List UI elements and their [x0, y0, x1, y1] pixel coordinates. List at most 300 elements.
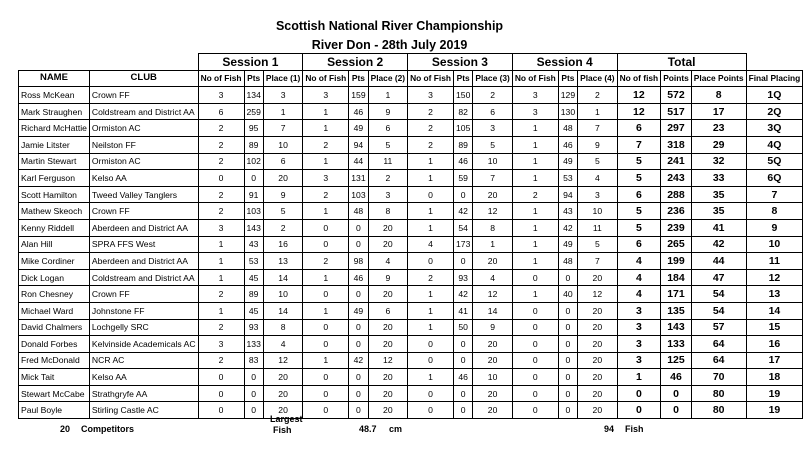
cell-place-points: 41	[691, 219, 746, 236]
cell-s3-place: 20	[473, 385, 512, 402]
cell-place-points: 42	[691, 236, 746, 253]
cell-place-points: 54	[691, 286, 746, 303]
cell-s1-place: 12	[263, 352, 302, 369]
cell-s4-fish: 0	[512, 402, 558, 419]
cell-s1-place: 7	[263, 120, 302, 137]
cell-s2-pts: 42	[349, 352, 368, 369]
cell-name: Kenny Riddell	[19, 219, 90, 236]
cell-s4-place: 20	[578, 319, 617, 336]
cell-total-fish: 3	[617, 302, 661, 319]
largest-fish-label-2: Fish	[273, 425, 292, 435]
cell-s3-fish: 0	[408, 352, 454, 369]
cell-s1-pts: 143	[244, 219, 263, 236]
cell-s3-fish: 1	[408, 219, 454, 236]
cell-club: Strathgryfe AA	[89, 385, 198, 402]
cell-place-points: 80	[691, 402, 746, 419]
cell-final-placing: 10	[746, 236, 803, 253]
cell-s2-place: 20	[368, 236, 407, 253]
cell-total-fish: 4	[617, 269, 661, 286]
cell-name: Mike Cordiner	[19, 253, 90, 270]
cell-s2-fish: 1	[303, 203, 349, 220]
cell-s3-place: 20	[473, 352, 512, 369]
cell-s4-fish: 1	[512, 219, 558, 236]
cell-club: Ormiston AC	[89, 120, 198, 137]
cell-s2-place: 20	[368, 336, 407, 353]
cell-s2-pts: 49	[349, 120, 368, 137]
table-row	[19, 385, 803, 402]
cell-total-points: 125	[661, 352, 692, 369]
cell-final-placing: 15	[746, 319, 803, 336]
cell-s3-place: 4	[473, 269, 512, 286]
cell-s4-place: 20	[578, 369, 617, 386]
cell-s2-pts: 131	[349, 170, 368, 187]
cell-place-points: 47	[691, 269, 746, 286]
cell-name: Mark Straughen	[19, 103, 90, 120]
cell-final-placing: 8	[746, 203, 803, 220]
col-final-placing: Final Placing	[746, 70, 803, 87]
table-row	[19, 203, 803, 220]
cell-s4-place: 20	[578, 385, 617, 402]
cell-s2-pts: 46	[349, 103, 368, 120]
cell-s1-place: 10	[263, 286, 302, 303]
cell-s4-pts: 0	[558, 369, 577, 386]
cell-final-placing: 19	[746, 402, 803, 419]
cell-s3-place: 7	[473, 170, 512, 187]
cell-s1-fish: 1	[198, 302, 244, 319]
cell-s2-fish: 1	[303, 352, 349, 369]
cell-s3-place: 14	[473, 302, 512, 319]
fish-count: 94	[604, 424, 615, 434]
cell-name: Fred McDonald	[19, 352, 90, 369]
cell-s3-pts: 105	[454, 120, 473, 137]
cell-total-points: 297	[661, 120, 692, 137]
cell-s1-pts: 0	[244, 170, 263, 187]
cell-s2-pts: 49	[349, 302, 368, 319]
cell-s4-fish: 3	[512, 103, 558, 120]
cell-total-points: 135	[661, 302, 692, 319]
cell-s1-pts: 0	[244, 369, 263, 386]
cell-s4-pts: 0	[558, 402, 577, 419]
cell-place-points: 32	[691, 153, 746, 170]
cell-s1-fish: 3	[198, 87, 244, 104]
cell-s4-fish: 0	[512, 352, 558, 369]
cell-s2-place: 20	[368, 385, 407, 402]
cell-final-placing: 14	[746, 302, 803, 319]
table-row	[19, 269, 803, 286]
cell-name: Mick Tait	[19, 369, 90, 386]
cell-s1-place: 3	[263, 87, 302, 104]
cell-s1-pts: 102	[244, 153, 263, 170]
cell-total-fish: 4	[617, 253, 661, 270]
col-s1-place: Place (1)	[263, 70, 302, 87]
cell-total-fish: 3	[617, 319, 661, 336]
cell-club: Neilston FF	[89, 136, 198, 153]
cell-total-points: 0	[661, 402, 692, 419]
cell-total-fish: 12	[617, 87, 661, 104]
cell-s3-place: 9	[473, 319, 512, 336]
cell-s1-place: 6	[263, 153, 302, 170]
cell-total-points: 184	[661, 269, 692, 286]
cell-name: Jamie Litster	[19, 136, 90, 153]
cell-club: Lochgelly SRC	[89, 319, 198, 336]
col-total-points: Points	[661, 70, 692, 87]
cell-s4-fish: 1	[512, 120, 558, 137]
cell-s1-fish: 2	[198, 153, 244, 170]
cell-club: Coldstream and District AA	[89, 269, 198, 286]
cell-s4-fish: 0	[512, 385, 558, 402]
cell-s1-pts: 45	[244, 269, 263, 286]
results-table	[18, 53, 803, 419]
cell-s3-fish: 2	[408, 269, 454, 286]
cell-s1-fish: 2	[198, 203, 244, 220]
col-s1-pts: Pts	[244, 70, 263, 87]
cell-s4-pts: 0	[558, 302, 577, 319]
cell-s3-place: 12	[473, 203, 512, 220]
cell-s3-fish: 1	[408, 170, 454, 187]
cell-s1-fish: 1	[198, 269, 244, 286]
cell-name: Martin Stewart	[19, 153, 90, 170]
cell-total-points: 143	[661, 319, 692, 336]
cell-s4-place: 20	[578, 402, 617, 419]
cell-total-fish: 5	[617, 203, 661, 220]
table-row	[19, 136, 803, 153]
cell-club: NCR AC	[89, 352, 198, 369]
cell-final-placing: 1Q	[746, 87, 803, 104]
cell-s1-pts: 45	[244, 302, 263, 319]
col-place-points: Place Points	[691, 70, 746, 87]
cell-s2-place: 2	[368, 170, 407, 187]
cell-final-placing: 2Q	[746, 103, 803, 120]
cell-s3-place: 2	[473, 87, 512, 104]
cell-s1-place: 9	[263, 186, 302, 203]
cell-name: Mathew Skeoch	[19, 203, 90, 220]
cell-s3-pts: 0	[454, 336, 473, 353]
cell-s2-pts: 0	[349, 369, 368, 386]
cell-total-fish: 5	[617, 219, 661, 236]
cell-s4-fish: 0	[512, 269, 558, 286]
cell-s3-pts: 0	[454, 402, 473, 419]
cell-club: Crown FF	[89, 87, 198, 104]
cell-s1-pts: 83	[244, 352, 263, 369]
table-row	[19, 319, 803, 336]
cell-total-points: 46	[661, 369, 692, 386]
cell-s4-fish: 1	[512, 236, 558, 253]
cell-s2-fish: 0	[303, 236, 349, 253]
cell-s4-pts: 129	[558, 87, 577, 104]
cell-place-points: 23	[691, 120, 746, 137]
cell-s3-fish: 0	[408, 253, 454, 270]
cell-total-points: 236	[661, 203, 692, 220]
cell-s3-place: 6	[473, 103, 512, 120]
cell-total-fish: 6	[617, 236, 661, 253]
cell-place-points: 80	[691, 385, 746, 402]
cell-final-placing: 12	[746, 269, 803, 286]
cell-total-points: 239	[661, 219, 692, 236]
session-2-header: Session 2	[303, 54, 408, 71]
col-s4-pts: Pts	[558, 70, 577, 87]
cell-total-fish: 5	[617, 153, 661, 170]
cell-s2-fish: 3	[303, 87, 349, 104]
cell-total-points: 199	[661, 253, 692, 270]
col-s3-place: Place (3)	[473, 70, 512, 87]
cell-s2-place: 4	[368, 253, 407, 270]
cell-s1-pts: 0	[244, 402, 263, 419]
cell-s3-pts: 150	[454, 87, 473, 104]
cell-club: Kelvinside Academicals AC	[89, 336, 198, 353]
cell-s3-place: 8	[473, 219, 512, 236]
cell-s4-pts: 43	[558, 203, 577, 220]
cell-name: Alan Hill	[19, 236, 90, 253]
cell-s3-pts: 41	[454, 302, 473, 319]
cell-s3-place: 5	[473, 136, 512, 153]
table-row	[19, 336, 803, 353]
cell-s2-pts: 103	[349, 186, 368, 203]
cell-s1-place: 2	[263, 219, 302, 236]
cell-final-placing: 7	[746, 186, 803, 203]
cell-s3-fish: 0	[408, 336, 454, 353]
cell-s1-pts: 103	[244, 203, 263, 220]
cell-s4-fish: 0	[512, 336, 558, 353]
cell-s4-place: 20	[578, 269, 617, 286]
cell-s3-pts: 0	[454, 186, 473, 203]
cell-s4-pts: 94	[558, 186, 577, 203]
cell-s1-place: 20	[263, 385, 302, 402]
col-s2-fish: No of Fish	[303, 70, 349, 87]
cell-s2-fish: 3	[303, 170, 349, 187]
col-s3-fish: No of Fish	[408, 70, 454, 87]
cell-total-points: 243	[661, 170, 692, 187]
cell-s3-fish: 1	[408, 286, 454, 303]
table-row	[19, 170, 803, 187]
cell-s4-pts: 53	[558, 170, 577, 187]
cell-s2-fish: 0	[303, 385, 349, 402]
cell-s1-pts: 259	[244, 103, 263, 120]
cell-s4-pts: 48	[558, 253, 577, 270]
col-total-fish: No of fish	[617, 70, 661, 87]
cell-s4-pts: 42	[558, 219, 577, 236]
cell-s4-pts: 49	[558, 236, 577, 253]
cell-s1-place: 16	[263, 236, 302, 253]
cell-club: Kelso AA	[89, 369, 198, 386]
cell-s1-fish: 2	[198, 186, 244, 203]
cell-club: Ormiston AC	[89, 153, 198, 170]
cell-s3-pts: 54	[454, 219, 473, 236]
cell-s3-fish: 2	[408, 136, 454, 153]
cell-s2-place: 6	[368, 302, 407, 319]
cell-s4-fish: 3	[512, 87, 558, 104]
cell-total-fish: 12	[617, 103, 661, 120]
col-club: CLUB	[89, 70, 198, 87]
cell-s2-place: 20	[368, 286, 407, 303]
cell-final-placing: 16	[746, 336, 803, 353]
table-row	[19, 302, 803, 319]
cell-name: Richard McHattie	[19, 120, 90, 137]
cell-place-points: 35	[691, 203, 746, 220]
cell-s1-pts: 134	[244, 87, 263, 104]
cell-s3-pts: 50	[454, 319, 473, 336]
cell-s1-fish: 0	[198, 170, 244, 187]
largest-fish-unit: cm	[389, 424, 403, 434]
cell-s1-fish: 2	[198, 352, 244, 369]
cell-total-points: 318	[661, 136, 692, 153]
cell-total-points: 0	[661, 385, 692, 402]
cell-name: Michael Ward	[19, 302, 90, 319]
cell-s1-place: 4	[263, 336, 302, 353]
cell-club: Aberdeen and District AA	[89, 253, 198, 270]
cell-total-fish: 1	[617, 369, 661, 386]
cell-s2-place: 9	[368, 103, 407, 120]
cell-s3-fish: 2	[408, 103, 454, 120]
cell-s2-pts: 44	[349, 153, 368, 170]
cell-club: Johnstone FF	[89, 302, 198, 319]
cell-final-placing: 5Q	[746, 153, 803, 170]
cell-total-fish: 6	[617, 120, 661, 137]
cell-s2-fish: 0	[303, 319, 349, 336]
cell-s1-fish: 0	[198, 385, 244, 402]
cell-total-points: 288	[661, 186, 692, 203]
cell-total-fish: 4	[617, 286, 661, 303]
cell-s2-pts: 0	[349, 236, 368, 253]
cell-place-points: 29	[691, 136, 746, 153]
cell-final-placing: 17	[746, 352, 803, 369]
cell-s4-place: 20	[578, 302, 617, 319]
cell-s2-place: 6	[368, 120, 407, 137]
cell-s3-pts: 82	[454, 103, 473, 120]
cell-s3-pts: 59	[454, 170, 473, 187]
cell-club: SPRA FFS West	[89, 236, 198, 253]
table-row	[19, 153, 803, 170]
col-s2-place: Place (2)	[368, 70, 407, 87]
cell-total-fish: 3	[617, 336, 661, 353]
cell-s3-fish: 2	[408, 120, 454, 137]
cell-s1-pts: 89	[244, 136, 263, 153]
cell-s1-place: 8	[263, 319, 302, 336]
cell-s1-place: 5	[263, 203, 302, 220]
cell-s1-fish: 6	[198, 103, 244, 120]
cell-s4-pts: 130	[558, 103, 577, 120]
cell-s1-fish: 2	[198, 286, 244, 303]
table-row	[19, 352, 803, 369]
cell-s3-place: 12	[473, 286, 512, 303]
column-header-row	[19, 70, 803, 87]
cell-s2-pts: 0	[349, 402, 368, 419]
cell-s4-fish: 0	[512, 302, 558, 319]
cell-s2-fish: 1	[303, 120, 349, 137]
cell-s1-place: 20	[263, 170, 302, 187]
cell-s1-fish: 3	[198, 336, 244, 353]
cell-s4-fish: 1	[512, 286, 558, 303]
cell-s2-fish: 1	[303, 103, 349, 120]
cell-s3-pts: 0	[454, 385, 473, 402]
cell-s4-place: 9	[578, 136, 617, 153]
table-row	[19, 120, 803, 137]
cell-place-points: 70	[691, 369, 746, 386]
cell-s3-pts: 93	[454, 269, 473, 286]
cell-s4-fish: 2	[512, 186, 558, 203]
cell-s4-place: 12	[578, 286, 617, 303]
cell-s1-fish: 0	[198, 402, 244, 419]
cell-s3-fish: 3	[408, 87, 454, 104]
cell-s2-fish: 2	[303, 136, 349, 153]
col-s3-pts: Pts	[454, 70, 473, 87]
cell-s1-fish: 1	[198, 236, 244, 253]
cell-s3-pts: 46	[454, 369, 473, 386]
competitors-label: Competitors	[81, 424, 135, 434]
page-subtitle: River Don - 28th July 2019	[311, 38, 468, 52]
cell-s1-pts: 95	[244, 120, 263, 137]
cell-s4-pts: 0	[558, 336, 577, 353]
cell-s2-place: 20	[368, 369, 407, 386]
cell-s4-fish: 0	[512, 369, 558, 386]
cell-total-points: 572	[661, 87, 692, 104]
table-row	[19, 253, 803, 270]
cell-name: David Chalmers	[19, 319, 90, 336]
cell-s1-place: 20	[263, 369, 302, 386]
cell-s4-place: 20	[578, 352, 617, 369]
cell-s4-place: 3	[578, 186, 617, 203]
cell-s4-fish: 1	[512, 253, 558, 270]
cell-s3-place: 20	[473, 186, 512, 203]
session-header-row	[19, 54, 803, 71]
cell-final-placing: 3Q	[746, 120, 803, 137]
cell-final-placing: 4Q	[746, 136, 803, 153]
cell-s3-pts: 0	[454, 352, 473, 369]
cell-s3-fish: 1	[408, 153, 454, 170]
cell-final-placing: 19	[746, 385, 803, 402]
cell-s2-pts: 0	[349, 286, 368, 303]
cell-s1-pts: 0	[244, 385, 263, 402]
cell-name: Donald Forbes	[19, 336, 90, 353]
cell-s1-place: 14	[263, 269, 302, 286]
cell-club: Crown FF	[89, 286, 198, 303]
table-row	[19, 402, 803, 419]
cell-place-points: 33	[691, 170, 746, 187]
cell-s2-fish: 0	[303, 402, 349, 419]
table-row	[19, 103, 803, 120]
cell-s2-fish: 1	[303, 269, 349, 286]
cell-name: Ross McKean	[19, 87, 90, 104]
cell-s4-place: 10	[578, 203, 617, 220]
cell-name: Karl Ferguson	[19, 170, 90, 187]
cell-s4-pts: 0	[558, 352, 577, 369]
cell-s4-place: 5	[578, 153, 617, 170]
cell-s4-place: 7	[578, 253, 617, 270]
cell-s2-pts: 0	[349, 336, 368, 353]
cell-s2-fish: 0	[303, 369, 349, 386]
cell-name: Dick Logan	[19, 269, 90, 286]
col-s4-fish: No of Fish	[512, 70, 558, 87]
cell-s3-pts: 0	[454, 253, 473, 270]
cell-s3-fish: 0	[408, 402, 454, 419]
cell-total-fish: 7	[617, 136, 661, 153]
cell-s1-fish: 3	[198, 219, 244, 236]
cell-s1-place: 13	[263, 253, 302, 270]
col-name: NAME	[19, 70, 90, 87]
cell-place-points: 44	[691, 253, 746, 270]
cell-s3-pts: 42	[454, 203, 473, 220]
cell-total-fish: 0	[617, 402, 661, 419]
cell-s3-place: 20	[473, 336, 512, 353]
cell-s2-fish: 1	[303, 302, 349, 319]
table-row	[19, 286, 803, 303]
cell-s1-fish: 2	[198, 319, 244, 336]
cell-s3-fish: 0	[408, 385, 454, 402]
table-row	[19, 369, 803, 386]
cell-s2-fish: 1	[303, 153, 349, 170]
cell-s4-fish: 1	[512, 170, 558, 187]
cell-s4-place: 7	[578, 120, 617, 137]
cell-club: Aberdeen and District AA	[89, 219, 198, 236]
